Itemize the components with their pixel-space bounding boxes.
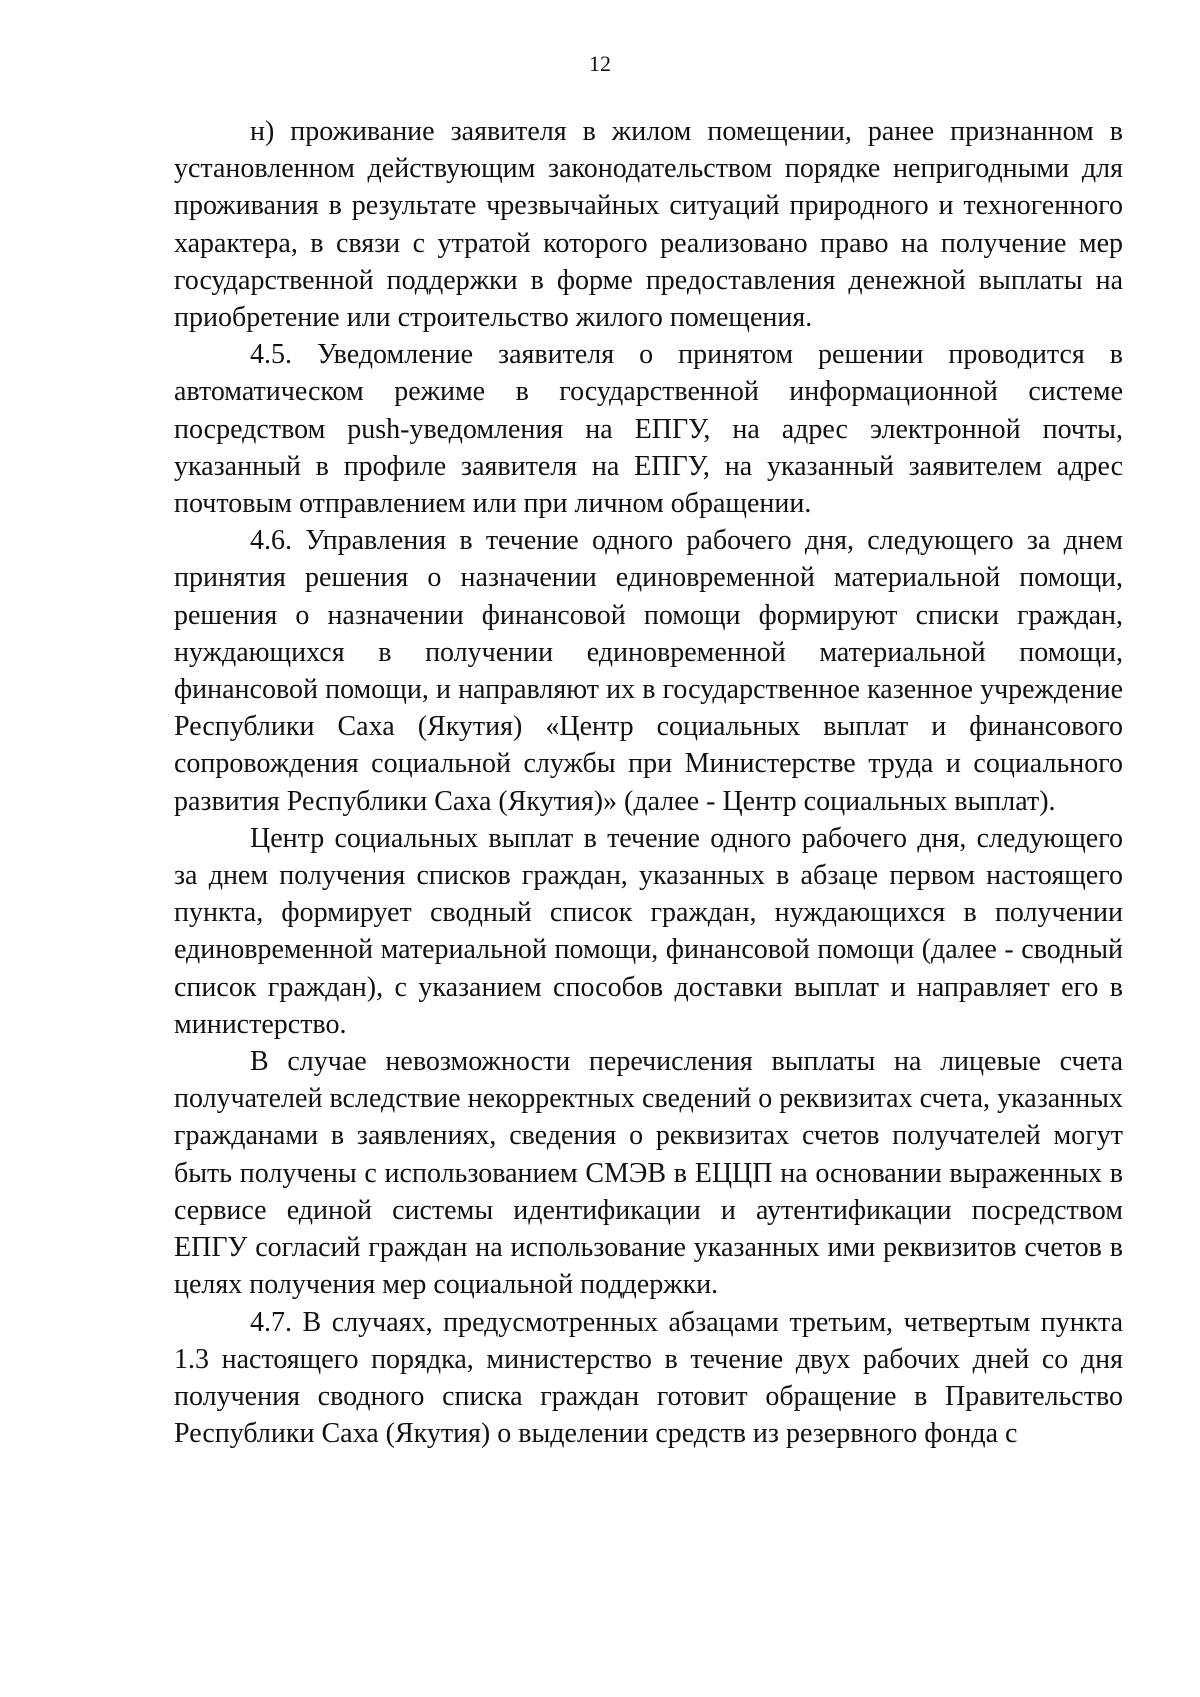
- paragraph-n-housing: н) проживание заявителя в жилом помещении, ранее признанном в установленном действующим законодательством порядке непригодными для проживания в результате чрезвычайных ситуаций природного и техногенного характера, в связи с утратой которого реализовано право на получение мер государственной поддержки в форме предоставления денежной выплаты на приобретение или строительство жилого помещения.: [174, 116, 1123, 334]
- paragraph-center-summary-list: Центр социальных выплат в течение одного рабочего дня, следующего за днем получения списков граждан, указанных в абзаце первом настоящего пункта, формирует сводный список граждан, нуждающихся в получении единовременной материальной помощи, финансовой помощи (далее - сводный список граждан), с указанием способов доставки выплат и направляет его в министерство.: [174, 822, 1123, 1040]
- page-number: 12: [589, 51, 611, 76]
- paragraph-account-details: В случае невозможности перечисления выплаты на лицевые счета получателей вследствие некорректных сведений о реквизитах счета, указанных гражданами в заявлениях, сведения о реквизитах счетов получателей могут быть получены с использованием СМЭВ в ЕЦЦП на основании выраженных в сервисе единой системы идентификации и аутентификации посредством ЕПГУ согласий граждан на использование указанных ими реквизитов счетов в целях получения мер социальной поддержки.: [174, 1046, 1123, 1301]
- document-body: [174, 113, 1123, 1452]
- paragraph-4-5-notification: 4.5. Уведомление заявителя о принятом решении проводится в автоматическом режиме в государственной информационной системе посредством push-уведомления на ЕПГУ, на адрес электронной почты, указанный в профиле заявителя на ЕПГУ, на указанный заявителем адрес почтовым отправлением или при личном обращении.: [174, 339, 1123, 520]
- paragraph-4-7-reserve-fund: 4.7. В случаях, предусмотренных абзацами третьим, четвертым пункта 1.3 настоящего порядка, министерство в течение двух рабочих дней со дня получения сводного списка граждан готовит обращение в Правительство Республики Саха (Якутия) о выделении средств из резервного фонда с: [174, 1306, 1123, 1450]
- paragraph-4-6-lists: 4.6. Управления в течение одного рабочего дня, следующего за днем принятия решения о назначении единовременной материальной помощи, решения о назначении финансовой помощи формируют списки граждан, нуждающихся в получении единовременной материальной помощи, финансовой помощи, и направляют их в государственное казенное учреждение Республики Саха (Якутия) «Центр социальных выплат и финансового сопровождения социальной службы при Министерстве труда и социального развития Республики Саха (Якутия)» (далее - Центр социальных выплат).: [174, 525, 1123, 817]
